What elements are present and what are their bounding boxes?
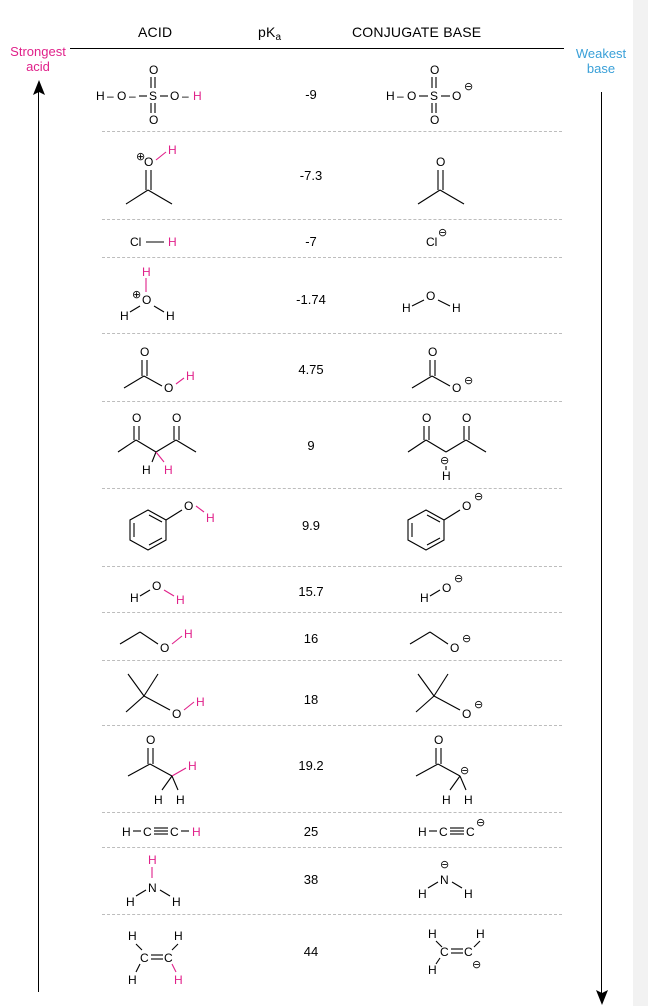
svg-text:⊖: ⊖	[476, 817, 486, 829]
svg-text:O: O	[152, 579, 162, 593]
pka-value: -7	[305, 234, 317, 249]
acid-column-header: ACID	[138, 24, 173, 40]
svg-text:H: H	[188, 759, 197, 773]
svg-text:H: H	[168, 235, 177, 249]
pka-value: 9	[307, 438, 315, 453]
weakest-base-label: Weakest base	[575, 46, 627, 76]
ethylene-structure	[120, 922, 210, 994]
acetone-enolate-structure	[406, 730, 506, 810]
up-arrowhead-icon	[32, 80, 46, 96]
svg-text:O: O	[160, 641, 170, 655]
svg-text:H: H	[172, 895, 181, 909]
svg-text:O: O	[117, 89, 127, 103]
pka-value: 19.2	[298, 758, 324, 773]
svg-text:S: S	[430, 89, 439, 103]
tert-butoxide-structure	[404, 670, 514, 722]
acetic-acid-structure	[116, 342, 216, 398]
sulfuric-acid-structure	[90, 60, 230, 130]
svg-text:H: H	[130, 591, 139, 605]
svg-text:C: C	[440, 945, 449, 959]
svg-text:H: H	[122, 825, 131, 839]
svg-text:O: O	[170, 89, 180, 103]
water-acid-structure	[126, 574, 206, 610]
svg-text:S: S	[149, 89, 158, 103]
svg-text:⊖: ⊖	[464, 375, 474, 387]
svg-text:O: O	[426, 289, 436, 303]
down-arrowhead-icon	[595, 990, 609, 1006]
svg-text:H: H	[142, 265, 151, 279]
ethoxide-structure	[404, 622, 504, 658]
svg-text:O: O	[462, 499, 472, 513]
svg-text:C: C	[466, 825, 475, 839]
svg-text:H: H	[428, 927, 437, 941]
acetone-alpha-structure	[118, 730, 218, 810]
svg-text:H: H	[418, 887, 427, 901]
svg-text:H: H	[476, 927, 485, 941]
svg-text:H: H	[452, 301, 461, 315]
svg-text:H: H	[442, 469, 451, 483]
svg-text:H: H	[464, 887, 473, 901]
pka-value: 9.9	[301, 518, 321, 533]
svg-text:H: H	[420, 591, 429, 605]
row-separator	[102, 219, 562, 220]
svg-text:H: H	[126, 895, 135, 909]
row-separator	[102, 612, 562, 613]
svg-text:O: O	[172, 707, 182, 721]
svg-text:C: C	[164, 951, 173, 965]
svg-text:Cl: Cl	[130, 235, 142, 249]
svg-text:O: O	[146, 733, 156, 747]
svg-text:H: H	[442, 793, 451, 807]
svg-text:O: O	[144, 155, 154, 169]
svg-text:O: O	[142, 293, 152, 307]
svg-text:O: O	[430, 113, 440, 127]
acetone-structure	[402, 148, 492, 218]
row-separator	[102, 847, 562, 848]
svg-text:⊖: ⊖	[462, 633, 472, 645]
pka-value: 4.75	[298, 362, 324, 377]
svg-text:–: –	[397, 89, 404, 103]
water-structure	[396, 282, 476, 322]
svg-text:H: H	[164, 463, 173, 477]
pka-value: 38	[303, 872, 319, 887]
pka-value: -9	[305, 87, 317, 102]
row-separator	[102, 566, 562, 567]
svg-text:O: O	[140, 345, 150, 359]
svg-text:O: O	[462, 411, 472, 425]
svg-text:H: H	[386, 89, 395, 103]
svg-text:C: C	[140, 951, 149, 965]
phenoxide-structure	[396, 488, 506, 564]
svg-text:O: O	[430, 63, 440, 77]
svg-text:⊕: ⊕	[132, 289, 142, 301]
svg-text:H: H	[120, 309, 129, 323]
svg-text:H: H	[176, 593, 185, 607]
phenol-structure	[118, 494, 228, 564]
vinyl-anion-structure	[414, 922, 504, 982]
svg-text:H: H	[184, 627, 193, 641]
svg-text:H: H	[193, 89, 202, 103]
svg-text:C: C	[464, 945, 473, 959]
hydroxide-structure	[416, 572, 496, 608]
svg-text:⊕: ⊕	[136, 151, 146, 163]
svg-text:O: O	[434, 733, 444, 747]
svg-text:N: N	[440, 873, 449, 887]
svg-text:⊖: ⊖	[440, 455, 450, 467]
svg-text:H: H	[186, 369, 195, 383]
svg-text:C: C	[439, 825, 448, 839]
svg-text:H: H	[168, 143, 177, 157]
svg-text:H: H	[166, 309, 175, 323]
pka-column-header: $pK_a$	[258, 24, 282, 43]
conjugate-base-column-header: CONJUGATE BASE	[352, 24, 482, 40]
svg-text:O: O	[462, 707, 472, 721]
right-edge-strip	[633, 0, 648, 1006]
svg-text:H: H	[418, 825, 427, 839]
svg-text:O: O	[422, 411, 432, 425]
pka-value: 25	[303, 824, 319, 839]
header-rule	[70, 48, 564, 49]
svg-text:O: O	[164, 381, 174, 395]
acetylacetone-structure	[112, 408, 212, 484]
svg-text:H: H	[154, 793, 163, 807]
svg-text:⊖: ⊖	[472, 959, 482, 971]
svg-text:H: H	[128, 929, 137, 943]
svg-text:H: H	[174, 929, 183, 943]
ammonia-structure	[120, 850, 200, 912]
pka-value: 15.7	[298, 584, 324, 599]
tert-butanol-structure	[114, 670, 224, 722]
pka-value: -1.74	[296, 292, 326, 307]
pka-value: -7.3	[299, 168, 323, 183]
svg-text:O: O	[442, 581, 452, 595]
amide-structure	[414, 852, 494, 908]
pka-value: 18	[303, 692, 319, 707]
svg-text:H: H	[128, 973, 137, 987]
row-separator	[102, 660, 562, 661]
acetylide-structure	[412, 814, 522, 844]
acetate-structure	[404, 342, 504, 398]
svg-text:–: –	[182, 89, 189, 103]
acidity-arrow-line	[38, 92, 39, 992]
svg-text:H: H	[148, 853, 157, 867]
row-separator	[102, 401, 562, 402]
pka-value: 16	[303, 631, 319, 646]
svg-text:N: N	[148, 881, 157, 895]
svg-text:O: O	[452, 89, 462, 103]
hydronium-structure	[112, 260, 192, 330]
row-separator	[102, 131, 562, 132]
row-separator	[102, 914, 562, 915]
svg-text:C: C	[170, 825, 179, 839]
svg-text:H: H	[96, 89, 105, 103]
svg-text:H: H	[206, 511, 215, 525]
row-separator	[102, 333, 562, 334]
row-separator	[102, 257, 562, 258]
svg-text:O: O	[436, 155, 446, 169]
svg-text:H: H	[142, 463, 151, 477]
svg-text:H: H	[196, 695, 205, 709]
svg-text:Cl: Cl	[426, 235, 438, 249]
row-separator	[102, 812, 562, 813]
svg-text:H: H	[174, 973, 183, 987]
acetylacetonate-structure	[402, 408, 502, 484]
bisulfate-structure	[380, 60, 520, 130]
svg-text:⊖: ⊖	[438, 227, 448, 239]
svg-text:⊖: ⊖	[440, 859, 450, 871]
svg-text:O: O	[149, 113, 159, 127]
svg-text:O: O	[452, 381, 462, 395]
acetylene-structure	[116, 818, 236, 844]
hydrogen-chloride-structure	[126, 228, 196, 252]
svg-text:H: H	[176, 793, 185, 807]
svg-text:⊖: ⊖	[460, 765, 470, 777]
pka-value: 44	[303, 944, 319, 959]
svg-text:O: O	[407, 89, 417, 103]
svg-text:⊖: ⊖	[474, 491, 484, 503]
row-separator	[102, 725, 562, 726]
svg-text:O: O	[450, 641, 460, 655]
svg-text:O: O	[149, 63, 159, 77]
svg-text:–: –	[129, 89, 136, 103]
svg-text:C: C	[143, 825, 152, 839]
svg-text:⊖: ⊖	[464, 81, 474, 93]
svg-text:H: H	[464, 793, 473, 807]
svg-text:O: O	[132, 411, 142, 425]
svg-text:O: O	[172, 411, 182, 425]
ethanol-structure	[114, 622, 214, 658]
svg-text:–: –	[107, 89, 114, 103]
svg-text:O: O	[428, 345, 438, 359]
svg-text:⊖: ⊖	[474, 699, 484, 711]
strongest-acid-label: Strongest acid	[10, 44, 66, 74]
svg-text:H: H	[402, 301, 411, 315]
svg-text:O: O	[184, 499, 194, 513]
svg-text:⊖: ⊖	[454, 573, 464, 585]
chloride-structure	[420, 222, 470, 252]
protonated-acetone-structure	[110, 136, 200, 216]
svg-text:H: H	[428, 963, 437, 977]
svg-text:H: H	[192, 825, 201, 839]
basicity-arrow-line	[601, 92, 602, 996]
